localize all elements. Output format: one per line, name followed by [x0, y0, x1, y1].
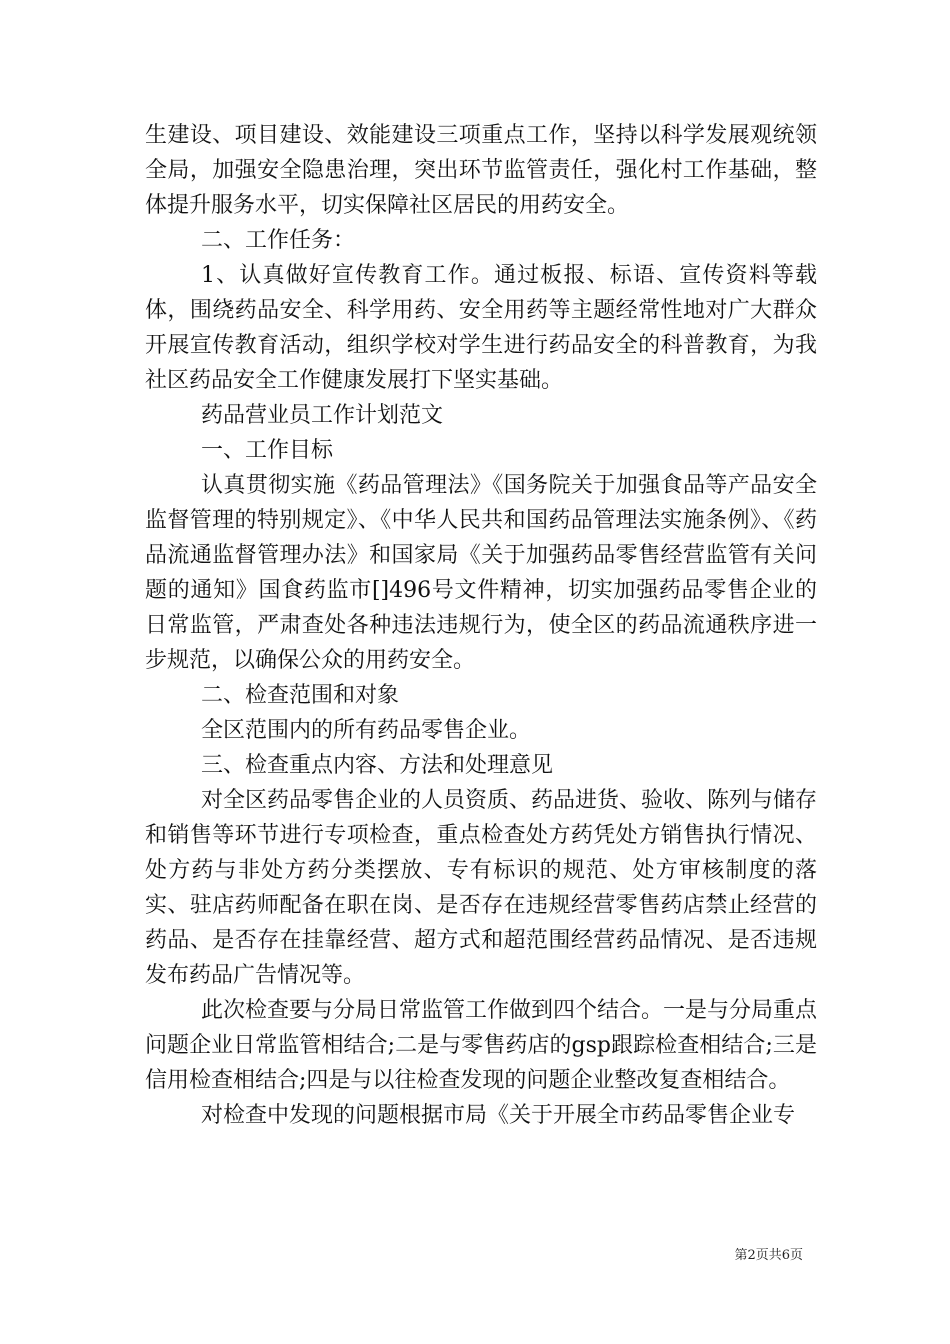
paragraph-5: 一、工作目标 [201, 438, 334, 463]
paragraph-1: 生建设、项目建设、效能建设三项重点工作，坚持以科学发展观统领全局，加强安全隐患治理，突出环节监管责任，强化村工作基础，整体提升服务水平，切实保障社区居民的用药安全。 [145, 123, 817, 218]
document-body [145, 118, 817, 1133]
paragraph-10: 对全区药品零售企业的人员资质、药品进货、验收、陈列与储存和销售等环节进行专项检查，重点检查处方药凭处方销售执行情况、处方药与非处方药分类摆放、专有标识的规范、处方审核制度的落实、驻店药师配备在职在岗、是否存在违规经营零售药店禁止经营的药品、是否存在挂靠经营、超方式和超范围经营药品情况、是否违规发布药品广告情况等。 [145, 788, 818, 988]
paragraph-6: 认真贯彻实施《药品管理法》《国务院关于加强食品等产品安全监督管理的特别规定》、《中华人民共和国药品管理法实施条例》、《药品流通监督管理办法》和国家局《关于加强药品零售经营监管有关问题的通知》国食药监市[]496号文件精神，切实加强药品零售企业的日常监管，严肃查处各种违法违规行为，使全区的药品流通秩序进一步规范，以确保公众的用药安全。 [145, 473, 817, 673]
paragraph-11: 此次检查要与分局日常监管工作做到四个结合。一是与分局重点问题企业日常监管相结合;二是与零售药店的gsp跟踪检查相结合;三是信用检查相结合;四是与以往检查发现的问题企业整改复查相结合。 [145, 998, 818, 1093]
paragraph-2: 二、工作任务： [201, 228, 356, 253]
page-number: 第2页共6页 [734, 1248, 803, 1263]
paragraph-8: 全区范围内的所有药品零售企业。 [201, 718, 532, 743]
paragraph-7: 二、检查范围和对象 [201, 683, 400, 708]
paragraph-9: 三、检查重点内容、方法和处理意见 [201, 753, 554, 778]
paragraph-3: 1、认真做好宣传教育工作。通过板报、标语、宣传资料等载体，围绕药品安全、科学用药、安全用药等主题经常性地对广大群众开展宣传教育活动，组织学校对学生进行药品安全的科普教育，为我社区药品安全工作健康发展打下坚实基础。 [145, 263, 817, 393]
paragraph-4: 药品营业员工作计划范文 [201, 403, 444, 428]
paragraph-12: 对检查中发现的问题根据市局《关于开展全市药品零售企业专 [201, 1103, 796, 1128]
